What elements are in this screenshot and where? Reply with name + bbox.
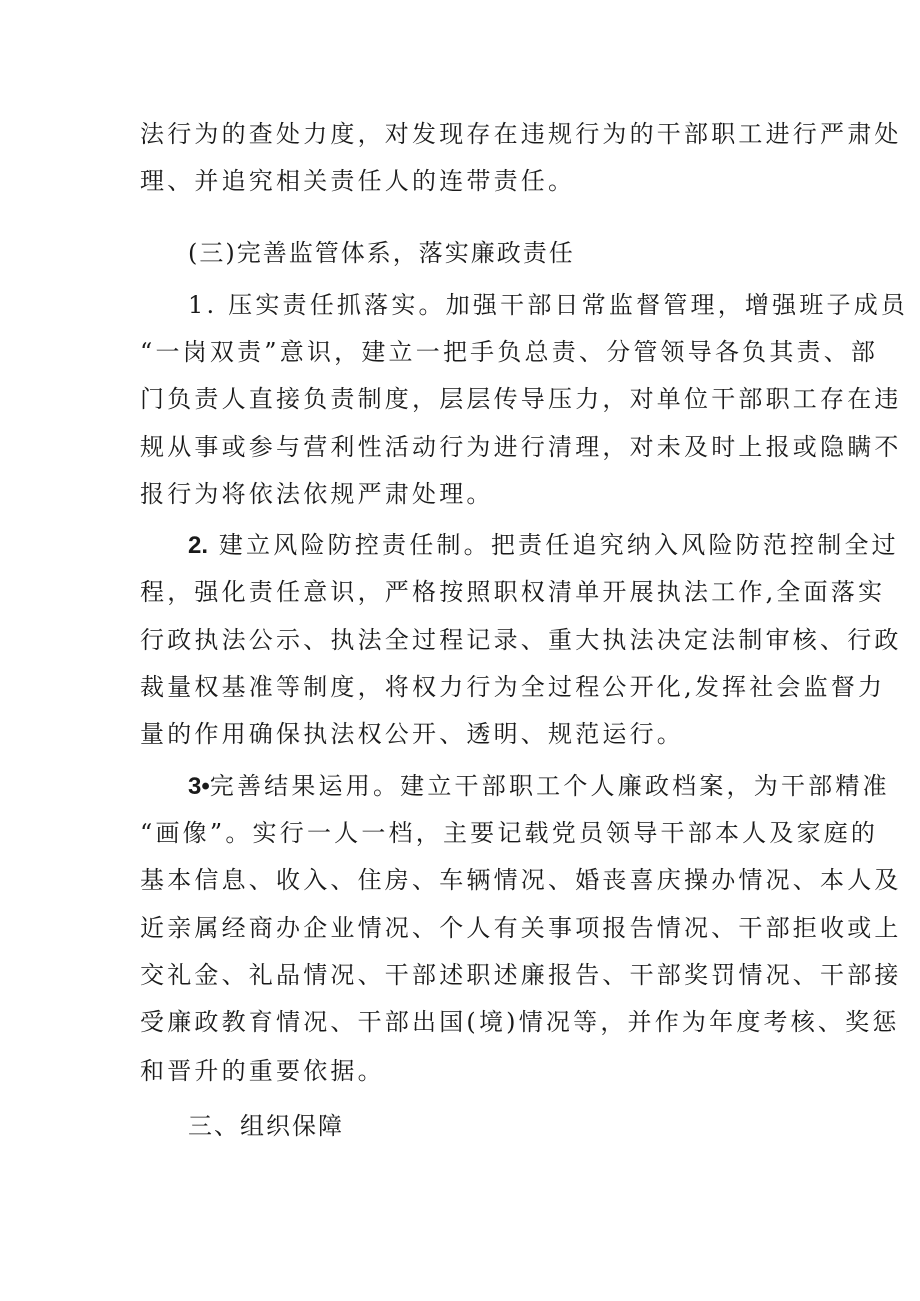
part-heading: 三、组织保障: [188, 1112, 344, 1140]
body-text-line: 理、并追究相关责任人的连带责任。: [140, 167, 576, 195]
body-text-line: 法行为的查处力度，对发现存在违规行为的干部职工进行严肃处: [140, 120, 902, 148]
item-2-line: 量的作用确保执法权公开、透明、规范运行。: [140, 720, 684, 748]
item-3-text: 完善结果运用。建立干部职工个人廉政档案，为干部精准: [209, 772, 890, 800]
item-3-line: 交礼金、礼品情况、干部述职述廉报告、干部奖罚情况、干部接: [140, 961, 902, 989]
item-3-line: 受廉政教育情况、干部出国(境)情况等，并作为年度考核、奖惩: [140, 1008, 900, 1036]
item-2-number: 2.: [188, 532, 209, 559]
item-2-line: 裁量权基准等制度，将权力行为全过程公开化,发挥社会监督力: [140, 673, 886, 701]
item-3-line: 近亲属经商办企业情况、个人有关事项报告情况、干部拒收或上: [140, 914, 902, 942]
item-3-number: 3•: [188, 773, 210, 800]
item-1-line: 1. 压实责任抓落实。加强干部日常监督管理，增强班子成员: [188, 291, 909, 319]
item-3-line: “画像”。实行一人一档，主要记载党员领导干部本人及家庭的: [140, 819, 879, 847]
item-1-line: 规从事或参与营利性活动行为进行清理，对未及时上报或隐瞒不: [140, 433, 902, 461]
item-1-line: 报行为将依法依规严肃处理。: [140, 480, 494, 508]
item-2-line: 行政执法公示、执法全过程记录、重大执法决定法制审核、行政: [140, 626, 902, 654]
item-2-text: 建立风险防控责任制。把责任追究纳入风险防范控制全过: [218, 531, 899, 559]
item-3-first-line: [188, 770, 890, 803]
item-3-line: 和晋升的重要依据。: [140, 1057, 385, 1085]
section-heading: (三)完善监管体系，落实廉政责任: [188, 239, 575, 267]
item-3-line: 基本信息、收入、住房、车辆情况、婚丧喜庆操办情况、本人及: [140, 866, 902, 894]
item-2-first-line: [188, 529, 899, 562]
item-1-line: 门负责人直接负责制度，层层传导压力，对单位干部职工存在违: [140, 385, 902, 413]
item-2-line: 程，强化责任意识，严格按照职权清单开展执法工作,全面落实: [140, 578, 886, 606]
item-1-line: “一岗双责”意识，建立一把手负总责、分管领导各负其责、部: [140, 338, 879, 366]
